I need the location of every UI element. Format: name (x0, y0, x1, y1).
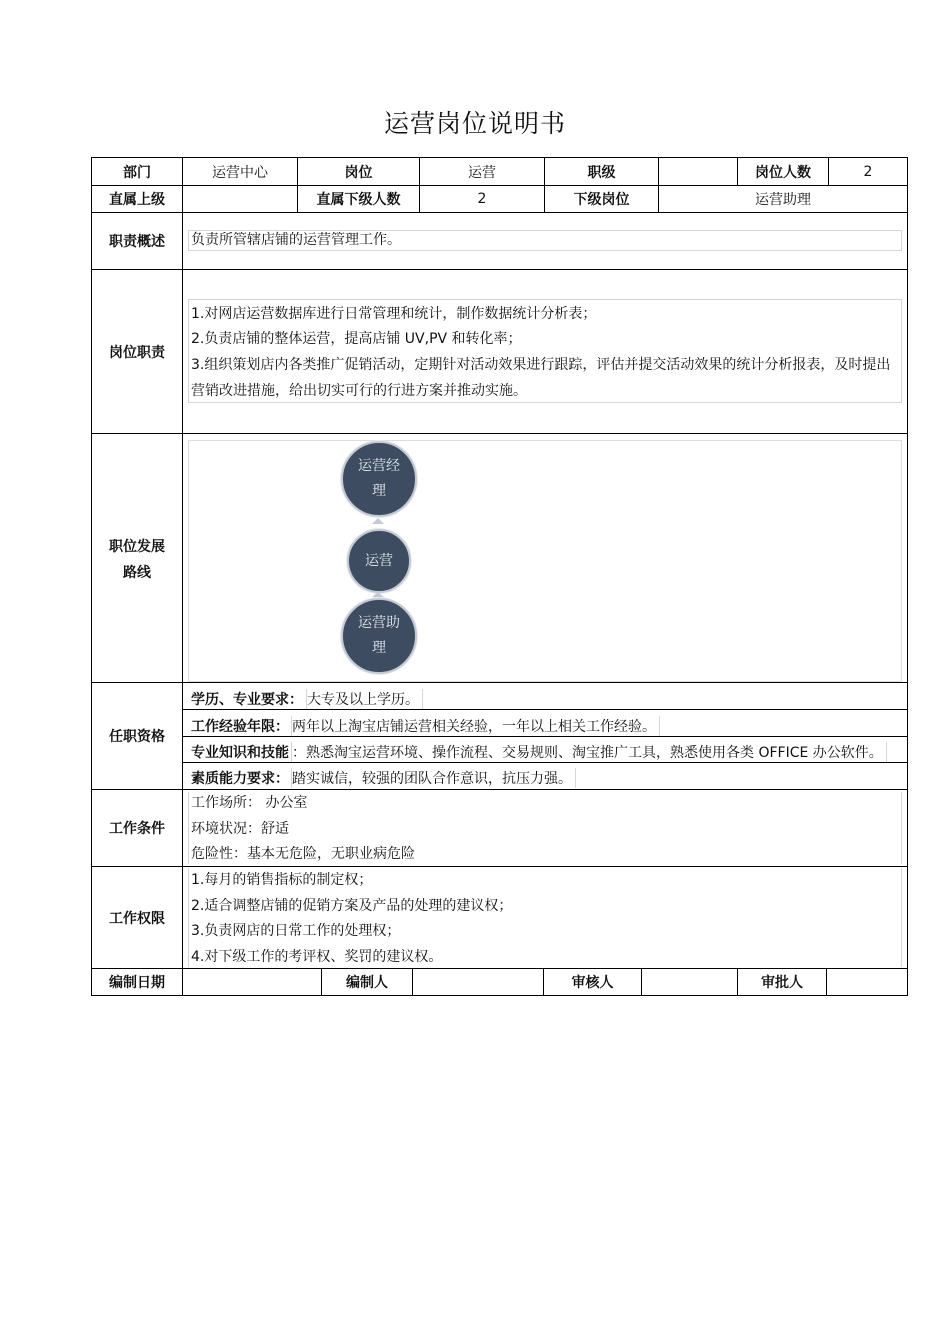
qualification-value: 两年以上淘宝店铺运营相关经验，一年以上相关工作经验。 (291, 716, 660, 736)
superior-value (183, 186, 297, 212)
career-node-label: 运营 (365, 552, 393, 569)
career-diagram-box (188, 440, 902, 682)
career-label-line2: 路线 (123, 565, 151, 581)
authority-item: 1.每月的销售指标的制定权； (191, 872, 373, 888)
career-node-label: 运营助理 (358, 615, 400, 656)
date-value (183, 969, 321, 995)
page-title: 运营岗位说明书 (383, 109, 566, 138)
headcount-value: 2 (863, 163, 873, 180)
career-arrow-up-icon (372, 518, 384, 524)
duty-item: 1.对网店运营数据库进行日常管理和统计，制作数据统计分析表； (191, 306, 597, 322)
author-value (413, 969, 543, 995)
authority-label: 工作权限 (109, 910, 165, 927)
subordinate-post-label: 下级岗位 (573, 192, 630, 208)
approver-label: 审批人 (761, 975, 803, 991)
duty-item: 2.负责店铺的整体运营，提高店铺 UV,PV 和转化率； (191, 331, 522, 347)
grade-value (659, 158, 737, 185)
authority-item: 3.负责网店的日常工作的处理权； (191, 923, 401, 939)
reviewer-value (642, 969, 737, 995)
superior-label: 直属上级 (109, 192, 165, 208)
qualification-value: 大专及以上学历。 (306, 689, 423, 709)
duties-label: 岗位职责 (109, 344, 165, 361)
career-label-line1: 职位发展 (109, 539, 165, 555)
post-value: 运营 (468, 164, 496, 181)
summary-text: 负责所管辖店铺的运营管理工作。 (191, 232, 401, 248)
career-node-assistant (341, 598, 417, 674)
subordinate-count-label: 直属下级人数 (316, 192, 401, 208)
qualification-value: 踏实诚信，较强的团队合作意识，抗压力强。 (291, 768, 576, 788)
qualification-value: ：熟悉淘宝运营环境、操作流程、交易规则、淘宝推广工具，熟悉使用各类 OFFICE 办公软件。 (291, 742, 887, 762)
career-node-label: 运营经理 (358, 458, 400, 499)
condition-item: 危险性：基本无危险，无职业病危险 (191, 846, 415, 862)
conditions-label: 工作条件 (109, 821, 165, 837)
summary-label: 职责概述 (109, 234, 165, 250)
qualification-key: 学历、专业要求： (191, 692, 303, 708)
reviewer-label: 审核人 (571, 975, 614, 991)
grade-label: 职级 (587, 164, 616, 181)
author-label: 编制人 (346, 975, 388, 991)
career-label (92, 534, 182, 586)
qualification-label: 任职资格 (109, 729, 165, 745)
condition-item: 工作场所： 办公室 (191, 795, 308, 811)
duty-item: 3.组织策划店内各类推广促销活动，定期针对活动效果进行跟踪，评估并提交活动效果的统计分析报表，及时提出营销改进措施，给出切实可行的行进方案并推动实施。 (191, 357, 891, 399)
date-label: 编制日期 (109, 975, 165, 991)
qualification-key: 工作经验年限： (191, 719, 289, 735)
approver-value (827, 969, 907, 995)
dept-value: 运营中心 (212, 164, 268, 181)
post-label: 岗位 (344, 164, 373, 181)
qualification-key: 专业知识和技能 (191, 745, 289, 761)
authority-item: 2.适合调整店铺的促销方案及产品的处理的建议权； (191, 898, 513, 914)
career-arrow-up-icon (372, 592, 384, 597)
condition-item: 环境状况：舒适 (191, 821, 289, 837)
authority-item: 4.对下级工作的考评权、奖罚的建议权。 (191, 949, 443, 965)
headcount-label: 岗位人数 (755, 164, 811, 181)
subordinate-count-value: 2 (477, 191, 487, 207)
qualification-key: 素质能力要求： (191, 771, 289, 787)
career-node-manager (341, 441, 417, 517)
dept-label: 部门 (123, 164, 151, 181)
career-node-operations (347, 529, 411, 593)
subordinate-post-value: 运营助理 (755, 192, 811, 208)
